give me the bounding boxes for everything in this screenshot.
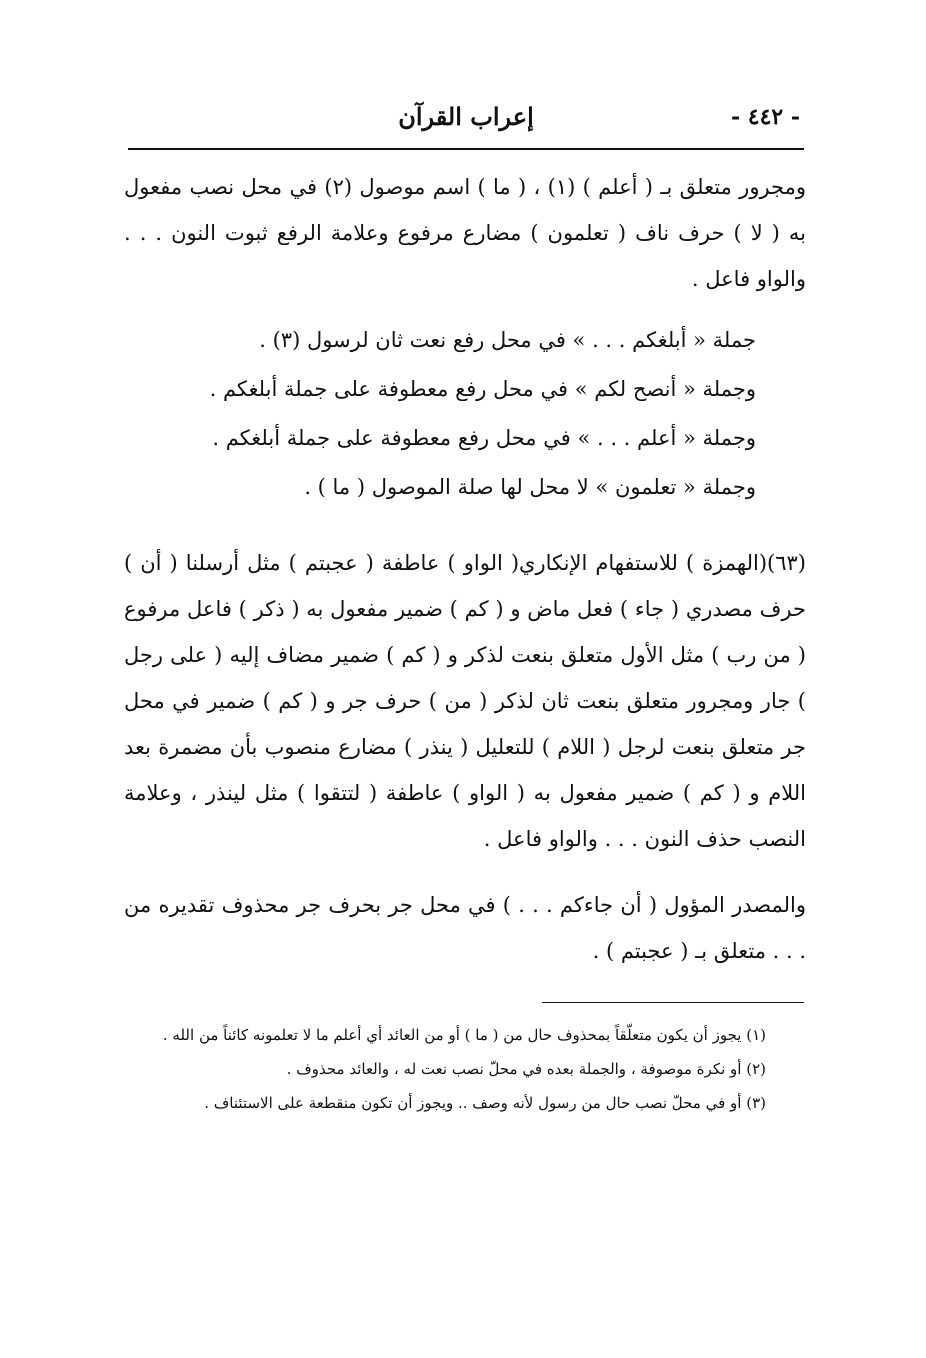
paragraph-3: والمصدر المؤول ( أن جاءكم . . . ) في محل جر بحرف جر محذوف تقديره من . . . متعلق بـ ( عجبتم ) .	[124, 893, 806, 963]
paragraph-1: ومجرور متعلق بـ ( أعلم ) (١) ، ( ما ) اسم موصول (٢) في محل نصب مفعول به ( لا ) حرف ناف ( تعلمون ) مضارع مرفوع وعلامة الرفع ثبوت النون . . . والواو فاعل .	[124, 175, 806, 291]
sentence-item: جملة « أبلغكم . . . » في محل رفع نعت ثان لرسول (٣) .	[259, 328, 756, 352]
page-header	[128, 98, 804, 144]
footnote-2: (٢) أو نكرة موصوفة ، والجملة بعده في محلّ نصب نعت له ، والعائد محذوف .	[286, 1060, 766, 1078]
footnote-separator	[542, 1002, 804, 1003]
sentence-item: وجملة « تعلمون » لا محل لها صلة الموصول ( ما ) .	[304, 475, 756, 499]
footnotes	[122, 1018, 806, 1120]
page-number: - ٤٤٢ -	[730, 104, 800, 130]
footnote-1: (١) يجوز أن يكون متعلّقاً بمحذوف حال من ( ما ) أو من العائد أي أعلم ما لا تعلمونه كائناً من الله .	[162, 1026, 766, 1044]
sentence-item: وجملة « أنصح لكم » في محل رفع معطوفة على جملة أبلغكم .	[209, 377, 756, 401]
book-title: إعراب القرآن	[398, 102, 534, 131]
paragraph-verse-63: (٦٣)(الهمزة ) للاستفهام الإنكاري( الواو ) عاطفة ( عجبتم ) مثل أرسلنا ( أن ) حرف مصدري ( جاء ) فعل ماض و ( كم ) ضمير مفعول به ( ذكر ) فاعل مرفوع ( من رب ) مثل الأول متعلق بنعت لذكر و ( كم ) ضمير مضاف إليه ( على رجل ) جار ومجرور متعلق بنعت ثان لذكر ( من ) حرف جر و ( كم ) ضمير في محل جر متعلق بنعت لرجل ( اللام ) للتعليل ( ينذر ) مضارع منصوب بأن مضمرة بعد اللام و ( كم ) ضمير مفعول به ( الواو ) عاطفة ( لتتقوا ) مثل لينذر ، وعلامة النصب حذف النون . . . والواو فاعل .	[124, 551, 806, 851]
sentence-item: وجملة « أعلم . . . » في محل رفع معطوفة على جملة أبلغكم .	[212, 426, 756, 450]
footnote-3: (٣) أو في محلّ نصب حال من رسول لأنه وصف .. ويجوز أن تكون منقطعة على الاستئناف .	[204, 1094, 766, 1112]
header-rule	[128, 148, 804, 150]
sentence-list	[150, 316, 756, 512]
